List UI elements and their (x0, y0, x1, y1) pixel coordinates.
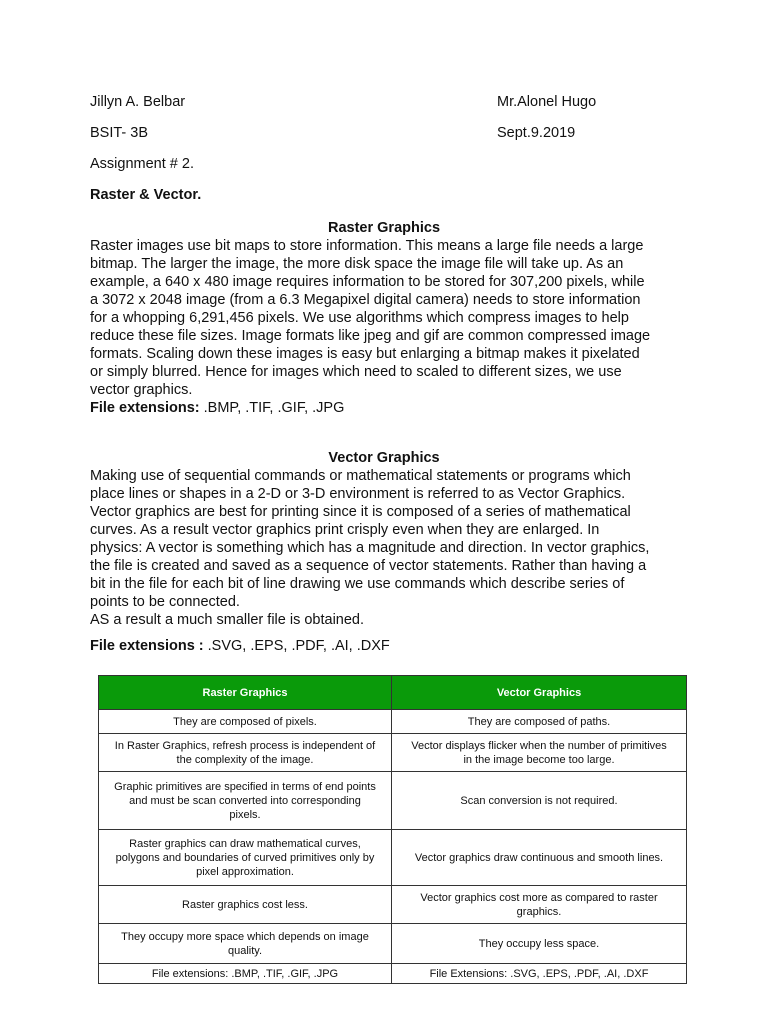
teacher-name: Mr.Alonel Hugo (497, 94, 597, 110)
assignment-topic: Raster & Vector. (90, 187, 202, 203)
assignment-number: Assignment # 2. (90, 156, 194, 172)
paragraph-line: formats. Scaling down these images is easy but enlarging a bitmap makes it pixelated (90, 346, 640, 362)
table-row (99, 710, 687, 734)
paragraph-line: points to be connected. (90, 594, 240, 610)
table-cell-vector: They occupy less space. (392, 924, 687, 964)
paragraph-line: reduce these file sizes. Image formats like jpeg and gif are common compressed image (90, 328, 651, 344)
paragraph-line: Making use of sequential commands or mathematical statements or programs which (90, 468, 631, 484)
table-header-row (99, 676, 687, 710)
paragraph-line: Raster images use bit maps to store information. This means a large file needs a large (90, 238, 644, 254)
paragraph-line: bitmap. The larger the image, the more disk space the image file will take up. As an (90, 256, 624, 272)
table-row (99, 734, 687, 772)
paragraph-line: or simply blurred. Hence for images which need to scaled to different sizes, we use (90, 364, 622, 380)
extensions-value: .BMP, .TIF, .GIF, .JPG (199, 400, 345, 416)
table-cell-raster: Raster graphics can draw mathematical curves, polygons and boundaries of curved primitives only by pixel approximation. (99, 830, 392, 886)
assignment-date: Sept.9.2019 (497, 125, 576, 141)
paragraph-line: the file is created and saved as a sequence of vector statements. Rather than having a (90, 558, 647, 574)
column-header-vector: Vector Graphics (392, 676, 687, 710)
table-cell-raster: Raster graphics cost less. (99, 886, 392, 924)
table-cell-raster: They are composed of pixels. (99, 710, 392, 734)
raster-section-title: Raster Graphics (327, 220, 441, 236)
table-cell-vector: Vector displays flicker when the number of primitives in the image become too large. (392, 734, 687, 772)
table-row (99, 886, 687, 924)
table-row (99, 772, 687, 830)
table-row (99, 924, 687, 964)
table-cell-raster: File extensions: .BMP, .TIF, .GIF, .JPG (99, 964, 392, 984)
paragraph-line: for a whopping 6,291,456 pixels. We use algorithms which compress images to help (90, 310, 629, 326)
paragraph-line: vector graphics. (90, 382, 193, 398)
paragraph-line: AS a result a much smaller file is obtained. (90, 612, 365, 628)
paragraph-line: curves. As a result vector graphics print crisply even when they are enlarged. In (90, 522, 600, 538)
comparison-table (98, 675, 687, 984)
paragraph-line: bit in the file for each bit of line drawing we use commands which describe series of (90, 576, 625, 592)
paragraph-line: a 3072 x 2048 image (from a 6.3 Megapixel digital camera) needs to store information (90, 292, 641, 308)
student-name: Jillyn A. Belbar (90, 94, 186, 110)
table-cell-vector: Vector graphics draw continuous and smooth lines. (392, 830, 687, 886)
extensions-value: .SVG, .EPS, .PDF, .AI, .DXF (203, 638, 390, 654)
table-cell-raster: They occupy more space which depends on image quality. (99, 924, 392, 964)
table-cell-vector: File Extensions: .SVG, .EPS, .PDF, .AI, .DXF (392, 964, 687, 984)
raster-file-extensions (90, 399, 680, 417)
table-cell-vector: They are composed of paths. (392, 710, 687, 734)
vector-section-title: Vector Graphics (328, 450, 440, 466)
paragraph-line: physics: A vector is something which has a magnitude and direction. In vector graphics, (90, 540, 650, 556)
table-cell-raster: Graphic primitives are specified in terms of end points and must be scan converted into corresponding pixels. (99, 772, 392, 830)
raster-paragraph (90, 237, 680, 417)
table-cell-raster: In Raster Graphics, refresh process is independent of the complexity of the image. (99, 734, 392, 772)
column-header-raster: Raster Graphics (99, 676, 392, 710)
extensions-label: File extensions: (90, 400, 200, 416)
table-row (99, 964, 687, 984)
paragraph-line: example, a 640 x 480 image requires information to be stored for 307,200 pixels, while (90, 274, 645, 290)
student-section: BSIT- 3B (90, 125, 149, 141)
extensions-label: File extensions : (90, 638, 204, 654)
vector-file-extensions (90, 637, 390, 655)
table-cell-vector: Scan conversion is not required. (392, 772, 687, 830)
vector-paragraph (90, 467, 680, 629)
paragraph-line: place lines or shapes in a 2-D or 3-D environment is referred to as Vector Graphics. (90, 486, 626, 502)
paragraph-line: Vector graphics are best for printing since it is composed of a series of mathematical (90, 504, 631, 520)
table-cell-vector: Vector graphics cost more as compared to raster graphics. (392, 886, 687, 924)
table-row (99, 830, 687, 886)
